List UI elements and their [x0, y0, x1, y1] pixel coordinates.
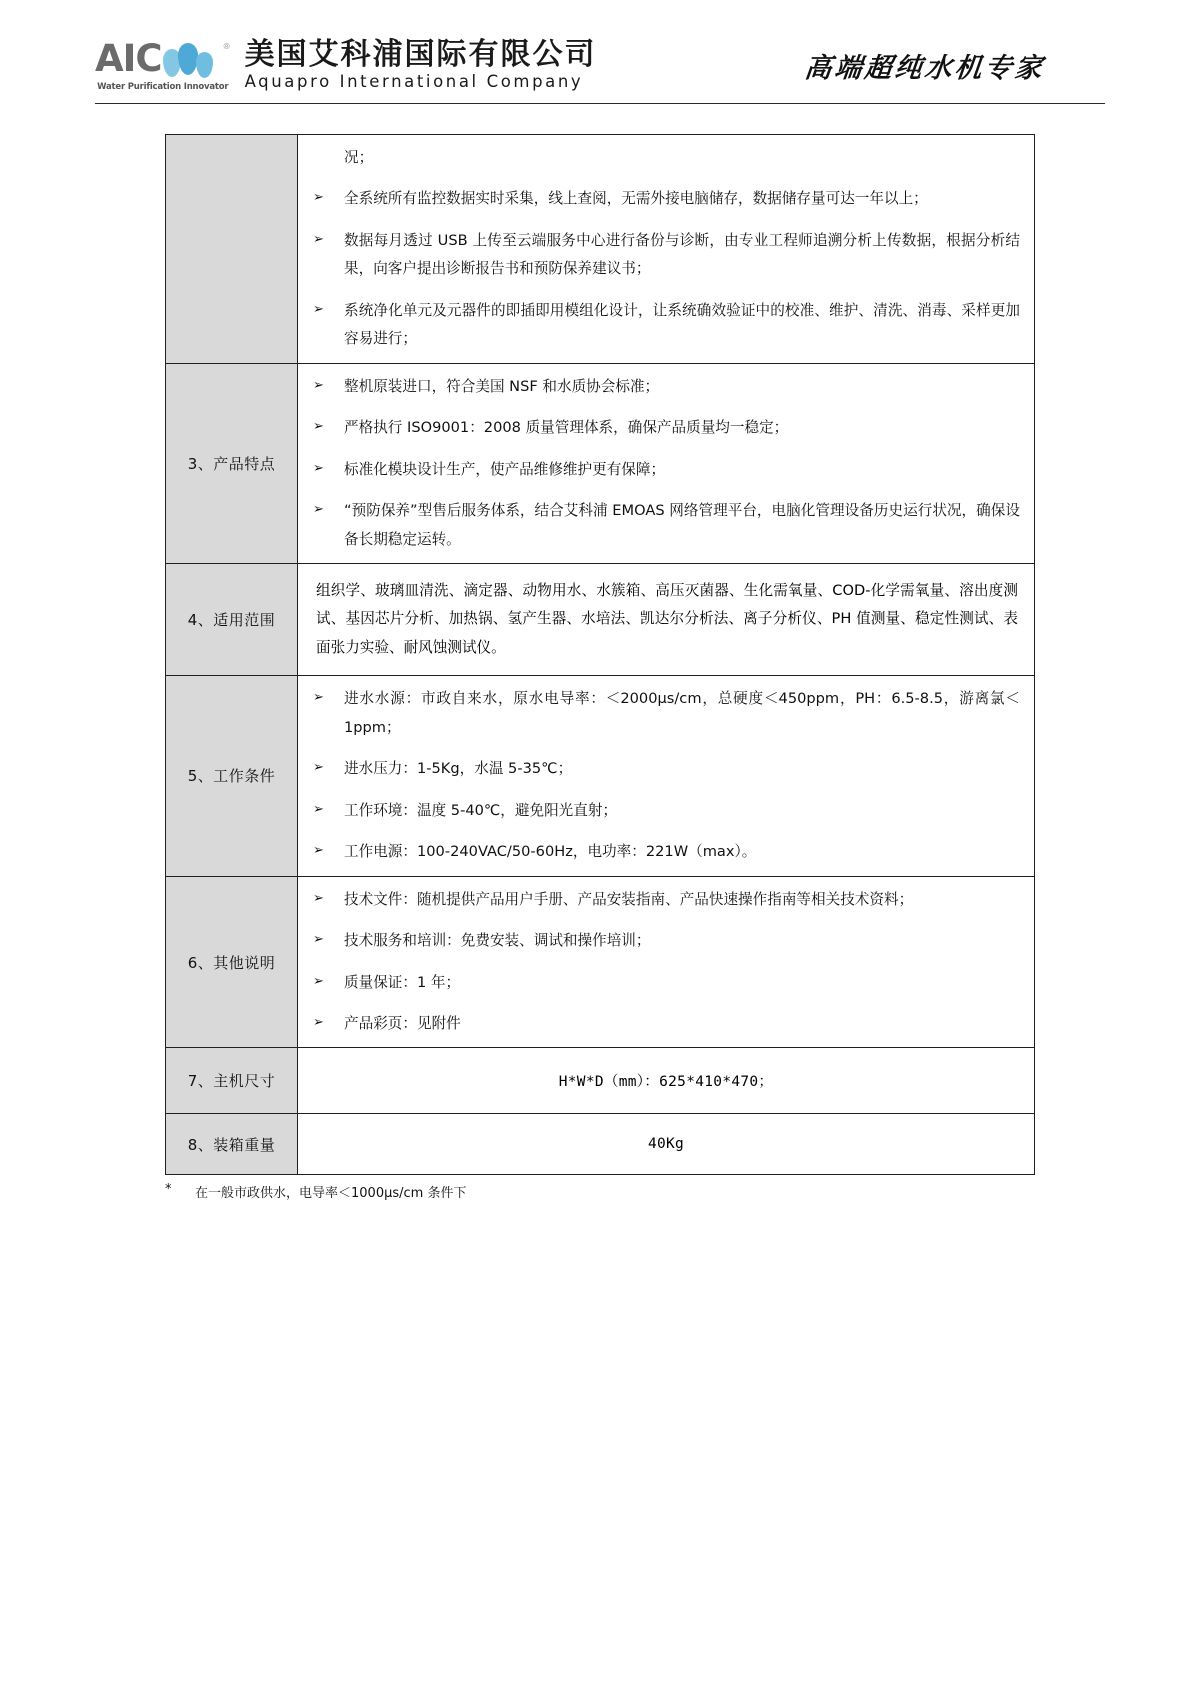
- list-item-text: 进水压力：1-5Kg，水温 5-35℃；: [344, 760, 573, 778]
- logo-tagline: Water Purification Innovator: [97, 81, 229, 92]
- list-item-text: 质量保证：1 年；: [344, 973, 461, 991]
- brand-logo: [95, 36, 597, 92]
- bullet-marker-icon: ➢: [313, 460, 324, 476]
- aic-logo-mark: [95, 36, 231, 92]
- row-label-packing-weight: 8、装箱重量: [166, 1114, 298, 1175]
- row-label-other-notes: 6、其他说明: [166, 876, 298, 1048]
- bullet-marker-icon: ➢: [313, 190, 324, 206]
- list-item-text: 全系统所有监控数据实时采集，线上查阅，无需外接电脑储存，数据储存量可达一年以上；: [344, 190, 928, 208]
- table-row: [166, 135, 1035, 364]
- list-item-text: “预防保养”型售后服务体系，结合艾科浦 EMOAS 网络管理平台，电脑化管理设备历史运行状况，确保设备长期稳定运转。: [344, 502, 1020, 548]
- specification-table: [165, 134, 1035, 1175]
- row-content: [298, 676, 1035, 876]
- row-content: [298, 363, 1035, 563]
- list-item-text: 严格执行 ISO9001：2008 质量管理体系，确保产品质量均一稳定；: [344, 419, 789, 437]
- list-item: [310, 373, 1020, 401]
- packing-weight-value: 40Kg: [298, 1114, 1035, 1175]
- list-item-text: 标准化模块设计生产，使产品维修维护更有保障；: [344, 460, 666, 478]
- list-item-text: 数据每月透过 USB 上传至云端服务中心进行备份与诊断，由专业工程师追溯分析上传数据，根据分析结果，向客户提出诊断报告书和预防保养建议书；: [344, 231, 1020, 278]
- list-item-text: 进水水源：市政自来水，原水电导率：＜2000μs/cm，总硬度＜450ppm，PH：6.5-8.5，游离氯＜1ppm；: [344, 690, 1020, 736]
- bullet-list: [310, 144, 1020, 354]
- bullet-marker-icon: ➢: [313, 1014, 324, 1030]
- list-item-text: 产品彩页：见附件: [344, 1014, 461, 1032]
- unit-dimensions-value: H*W*D（mm）：625*410*470；: [298, 1048, 1035, 1114]
- row-label-working-conditions: 5、工作条件: [166, 676, 298, 876]
- row-content: [298, 135, 1035, 364]
- footnote-text: 在一般市政供水，电导率＜1000μs/cm 条件下: [195, 1186, 467, 1202]
- list-item: [310, 927, 1020, 955]
- bullet-marker-icon: ➢: [313, 377, 324, 393]
- header-divider: [95, 103, 1105, 104]
- list-item: [310, 144, 1020, 172]
- list-item-text: 技术服务和培训：免费安装、调试和操作培训；: [344, 932, 651, 950]
- row-content: [298, 563, 1035, 675]
- bullet-marker-icon: ➢: [313, 973, 324, 989]
- bullet-marker-icon: ➢: [313, 690, 324, 706]
- list-item: [310, 227, 1020, 284]
- list-item-text: 况；: [344, 149, 374, 166]
- footnote: [165, 1182, 1035, 1201]
- registered-mark-icon: ®: [222, 41, 231, 51]
- bullet-marker-icon: ➢: [313, 890, 324, 906]
- table-row: [166, 876, 1035, 1048]
- water-drops-icon: [163, 41, 221, 81]
- row-label: [166, 135, 298, 364]
- table-row: [166, 1114, 1035, 1175]
- bullet-marker-icon: ➢: [313, 801, 324, 817]
- table-row: [166, 676, 1035, 876]
- list-item-text: 工作电源：100-240VAC/50-60Hz，电功率：221W（max）。: [344, 843, 757, 861]
- bullet-marker-icon: ➢: [313, 502, 324, 518]
- bullet-list: [310, 373, 1020, 554]
- list-item-text: 整机原装进口，符合美国 NSF 和水质协会标准；: [344, 377, 660, 395]
- table-row: [166, 1048, 1035, 1114]
- bullet-marker-icon: ➢: [313, 231, 324, 247]
- company-name-en: Aquapro International Company: [244, 72, 584, 92]
- specification-table-body: [166, 135, 1035, 1175]
- row-content: [298, 876, 1035, 1048]
- list-item: [310, 838, 1020, 866]
- application-scope-text: 组织学、玻璃皿清洗、滴定器、动物用水、水簇箱、高压灭菌器、生化需氧量、COD-化学需氧量、溶出度测试、基因芯片分析、加热锅、氢产生器、水培法、凯达尔分析法、离子分析仪、PH 值测量、稳定性测试、表面张力实验、耐风蚀测试仪。: [316, 581, 1018, 656]
- bullet-list: [310, 886, 1020, 1039]
- list-item: [310, 414, 1020, 442]
- footnote-marker-icon: *: [165, 1182, 172, 1198]
- table-row: [166, 363, 1035, 563]
- list-item: [310, 185, 1020, 213]
- list-item: [310, 886, 1020, 914]
- list-item: [310, 755, 1020, 783]
- header-slogan: 高端超纯水机专家: [803, 52, 1047, 84]
- logo-wordmark: AIC: [95, 36, 162, 80]
- bullet-marker-icon: ➢: [313, 419, 324, 435]
- list-item: [310, 297, 1020, 354]
- list-item: [310, 1010, 1020, 1038]
- bullet-list: [310, 685, 1020, 866]
- page-header: [0, 0, 1200, 110]
- bullet-marker-icon: ➢: [313, 932, 324, 948]
- bullet-marker-icon: ➢: [313, 301, 324, 317]
- list-item: [310, 797, 1020, 825]
- list-item-text: 技术文件：随机提供产品用户手册、产品安装指南、产品快速操作指南等相关技术资料；: [344, 890, 914, 908]
- bullet-marker-icon: ➢: [313, 760, 324, 776]
- row-label-unit-dimensions: 7、主机尺寸: [166, 1048, 298, 1114]
- list-item: [310, 497, 1020, 554]
- list-item-text: 系统净化单元及元器件的即插即用模组化设计，让系统确效验证中的校准、维护、清洗、消毒、采样更加容易进行；: [344, 301, 1020, 348]
- bullet-marker-icon: ➢: [313, 843, 324, 859]
- row-label-product-features: 3、产品特点: [166, 363, 298, 563]
- row-label-application-scope: 4、适用范围: [166, 563, 298, 675]
- company-name-cn: 美国艾科浦国际有限公司: [244, 36, 597, 72]
- list-item: [310, 969, 1020, 997]
- table-row: [166, 563, 1035, 675]
- list-item: [310, 456, 1020, 484]
- list-item: [310, 685, 1020, 742]
- list-item-text: 工作环境：温度 5-40℃，避免阳光直射；: [344, 801, 618, 819]
